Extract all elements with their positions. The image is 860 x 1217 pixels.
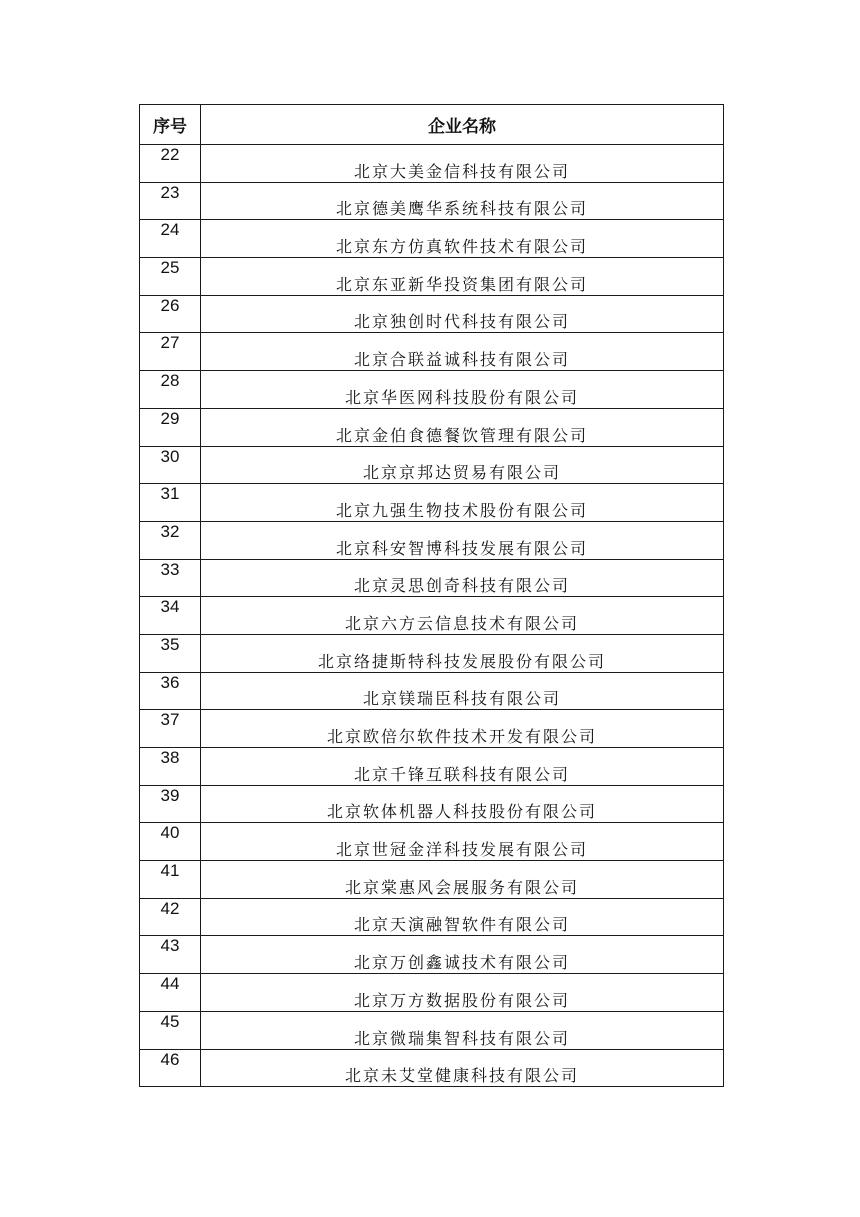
row-seq: 22 [140,145,201,183]
header-seq: 序号 [140,105,201,145]
company-list-table-wrapper [139,104,723,1087]
table-row [140,936,724,974]
row-seq: 43 [140,936,201,974]
row-seq: 29 [140,408,201,446]
row-seq: 28 [140,371,201,409]
row-seq: 35 [140,634,201,672]
table-row [140,182,724,220]
row-seq: 30 [140,446,201,484]
row-company-name: 北京六方云信息技术有限公司 [201,597,724,635]
row-seq: 23 [140,182,201,220]
row-company-name: 北京万方数据股份有限公司 [201,974,724,1012]
row-seq: 41 [140,861,201,899]
row-seq: 37 [140,710,201,748]
row-company-name: 北京合联益诚科技有限公司 [201,333,724,371]
row-seq: 33 [140,559,201,597]
table-row [140,521,724,559]
row-company-name: 北京东方仿真软件技术有限公司 [201,220,724,258]
company-list-table [139,104,724,1087]
header-company-name: 企业名称 [201,105,724,145]
table-row [140,220,724,258]
row-company-name: 北京微瑞集智科技有限公司 [201,1011,724,1049]
table-body [140,145,724,1087]
table-row [140,748,724,786]
table-row [140,785,724,823]
row-company-name: 北京灵思创奇科技有限公司 [201,559,724,597]
row-seq: 26 [140,295,201,333]
table-header [140,105,724,145]
table-row [140,861,724,899]
row-seq: 25 [140,258,201,296]
row-seq: 27 [140,333,201,371]
row-seq: 24 [140,220,201,258]
row-company-name: 北京独创时代科技有限公司 [201,295,724,333]
table-row [140,371,724,409]
row-company-name: 北京络捷斯特科技发展股份有限公司 [201,634,724,672]
row-company-name: 北京科安智博科技发展有限公司 [201,521,724,559]
table-row [140,408,724,446]
row-company-name: 北京京邦达贸易有限公司 [201,446,724,484]
table-row [140,145,724,183]
table-row [140,258,724,296]
row-company-name: 北京千锋互联科技有限公司 [201,748,724,786]
row-company-name: 北京金伯食德餐饮管理有限公司 [201,408,724,446]
table-row [140,634,724,672]
row-seq: 31 [140,484,201,522]
table-row [140,484,724,522]
row-company-name: 北京德美鹰华系统科技有限公司 [201,182,724,220]
table-row [140,672,724,710]
row-company-name: 北京万创鑫诚技术有限公司 [201,936,724,974]
header-row [140,105,724,145]
table-row [140,823,724,861]
row-seq: 32 [140,521,201,559]
table-row [140,333,724,371]
table-row [140,898,724,936]
row-company-name: 北京大美金信科技有限公司 [201,145,724,183]
row-seq: 42 [140,898,201,936]
table-row [140,559,724,597]
row-seq: 39 [140,785,201,823]
row-company-name: 北京欧倍尔软件技术开发有限公司 [201,710,724,748]
row-company-name: 北京棠惠风会展服务有限公司 [201,861,724,899]
row-company-name: 北京华医网科技股份有限公司 [201,371,724,409]
row-seq: 45 [140,1011,201,1049]
row-seq: 40 [140,823,201,861]
table-row [140,597,724,635]
table-row [140,1011,724,1049]
row-company-name: 北京天演融智软件有限公司 [201,898,724,936]
table-row [140,446,724,484]
row-seq: 38 [140,748,201,786]
row-company-name: 北京镁瑞臣科技有限公司 [201,672,724,710]
row-company-name: 北京九强生物技术股份有限公司 [201,484,724,522]
row-seq: 46 [140,1049,201,1087]
row-seq: 44 [140,974,201,1012]
table-row [140,295,724,333]
row-company-name: 北京东亚新华投资集团有限公司 [201,258,724,296]
table-row [140,710,724,748]
row-company-name: 北京软体机器人科技股份有限公司 [201,785,724,823]
row-seq: 36 [140,672,201,710]
row-seq: 34 [140,597,201,635]
table-row [140,1049,724,1087]
row-company-name: 北京世冠金洋科技发展有限公司 [201,823,724,861]
row-company-name: 北京未艾堂健康科技有限公司 [201,1049,724,1087]
table-row [140,974,724,1012]
